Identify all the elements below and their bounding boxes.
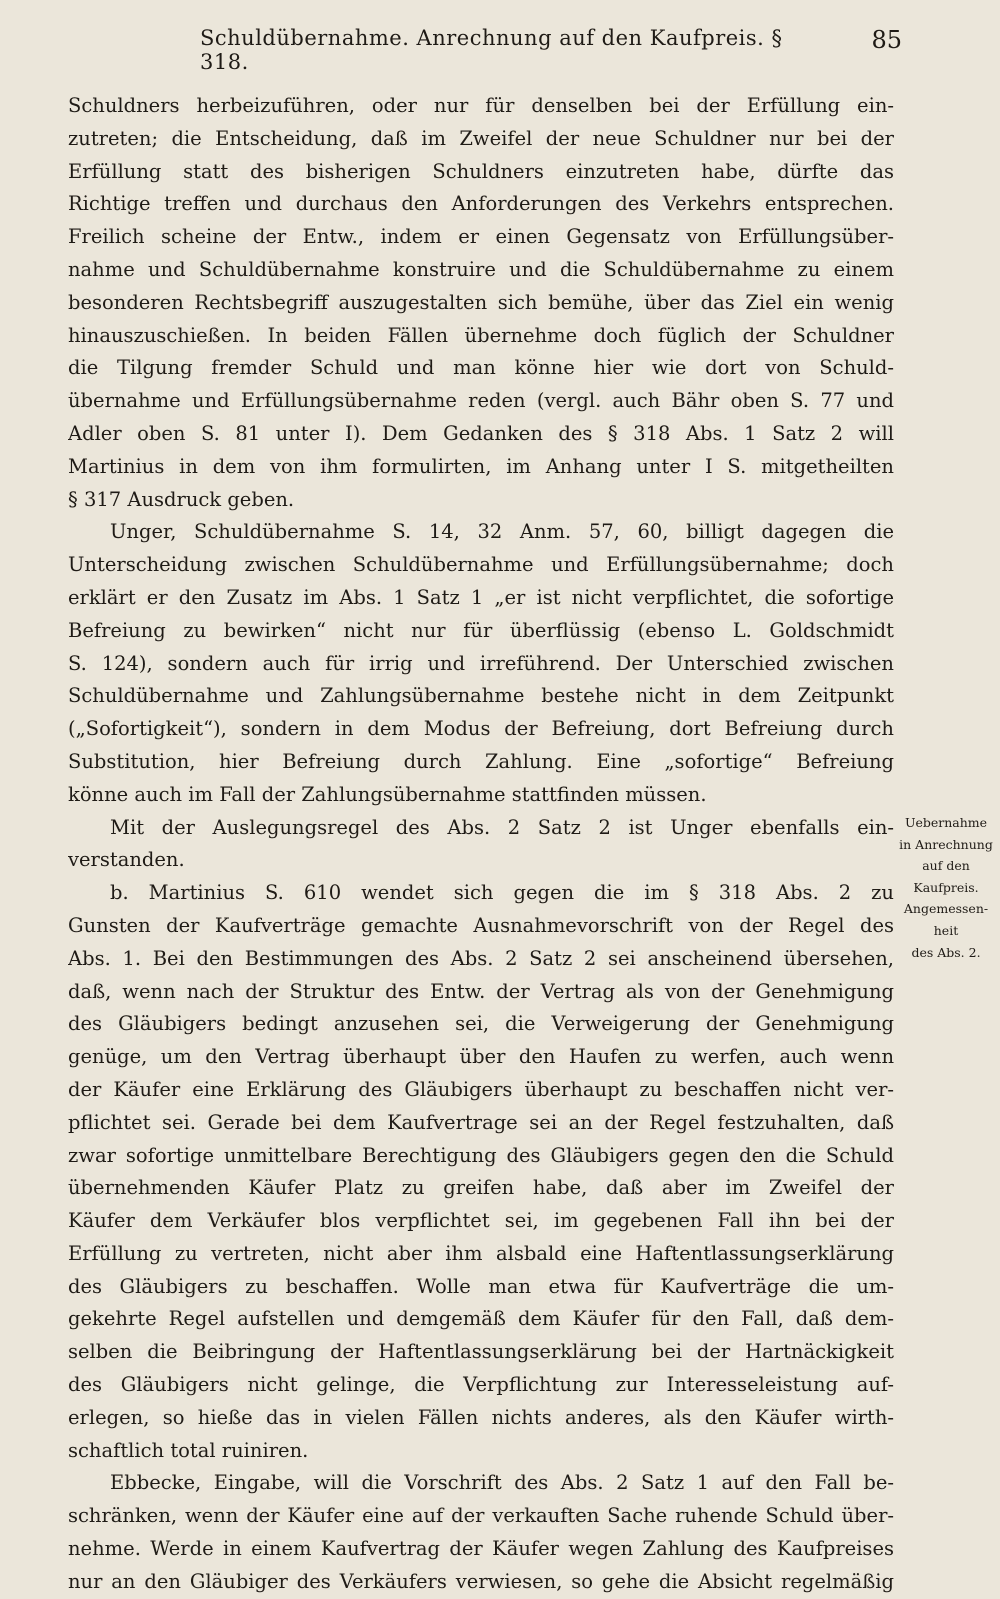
text-line: Unterscheidung zwischen Schuldübernahme und Erfüllungsübernahme; doch — [68, 553, 894, 577]
text-line: schaftlich total ruiniren. — [68, 1438, 309, 1462]
text-line: nur an den Gläubiger des Verkäufers verwiesen, so gehe die Absicht regelmäßig — [68, 1569, 894, 1593]
text-line: zwar sofortige unmittelbare Berechtigung des Gläubigers gegen den die Schuld — [68, 1143, 894, 1167]
text-line: („Sofortigkeit“), sondern in dem Modus der Befreiung, dort Befreiung durch — [68, 717, 894, 741]
running-title: Schuldübernahme. Anrechnung auf den Kaufpreis. § 318. — [200, 26, 783, 74]
text-line: des Gläubigers bedingt anzusehen sei, die Verweigerung der Genehmigung — [68, 1012, 894, 1036]
text-line: erklärt er den Zusatz im Abs. 1 Satz 1 „er ist nicht verpflichtet, die sofortige — [68, 585, 894, 609]
text-line: der Käufer eine Erklärung des Gläubigers überhaupt zu beschaffen nicht ver- — [68, 1077, 894, 1101]
text-line: Schuldübernahme und Zahlungsübernahme bestehe nicht in dem Zeitpunkt — [68, 684, 894, 708]
text-line: gekehrte Regel aufstellen und demgemäß dem Käufer für den Fall, daß dem- — [68, 1307, 894, 1331]
text-line: pflichtet sei. Gerade bei dem Kaufvertrage sei an der Regel festzuhalten, daß — [68, 1110, 894, 1134]
margin-note-line: heit — [933, 922, 959, 938]
page-number: 85 — [871, 26, 902, 54]
text-line: übernehmenden Käufer Platz zu greifen habe, daß aber im Zweifel der — [68, 1176, 894, 1200]
text-line: daß, wenn nach der Struktur des Entw. der Vertrag als von der Genehmigung — [68, 979, 894, 1003]
text-line: könne auch im Fall der Zahlungsübernahme stattfinden müssen. — [68, 782, 707, 806]
text-line: Unger, Schuldübernahme S. 14, 32 Anm. 57, 60, billigt dagegen die — [110, 520, 894, 544]
margin-note-line: auf den — [922, 858, 970, 874]
text-line: Käufer dem Verkäufer blos verpflichtet sei, im gegebenen Fall ihn bei der — [68, 1209, 894, 1233]
text-line: genüge, um den Vertrag überhaupt über den Haufen zu werfen, auch wenn — [68, 1045, 894, 1069]
text-line: nahme und Schuldübernahme konstruire und die Schuldübernahme zu einem — [68, 257, 894, 281]
text-line: Ebbecke, Eingabe, will die Vorschrift des Abs. 2 Satz 1 auf den Fall be- — [110, 1471, 894, 1495]
margin-note-line: in Anrechnung — [899, 836, 993, 852]
text-line: Substitution, hier Befreiung durch Zahlung. Eine „sofortige“ Befreiung — [68, 749, 894, 773]
running-head — [0, 26, 902, 74]
text-line: hinauszuschießen. In beiden Fällen übernehme doch füglich der Schuldner — [68, 323, 894, 347]
margin-note-line: Uebernahme — [904, 815, 988, 830]
text-line: selben die Beibringung der Haftentlassungserklärung bei der Hartnäckigkeit — [68, 1340, 894, 1364]
text-line: Befreiung zu bewirken“ nicht nur für überflüssig (ebenso L. Goldschmidt — [68, 618, 894, 642]
text-line: b. Martinius S. 610 wendet sich gegen die im § 318 Abs. 2 zu — [110, 881, 894, 905]
text-line: die Tilgung fremder Schuld und man könne hier wie dort von Schuld- — [68, 356, 894, 380]
text-line: § 317 Ausdruck geben. — [68, 487, 295, 511]
text-line: erlegen, so hieße das in vielen Fällen nichts anderes, als den Käufer wirth- — [68, 1405, 894, 1429]
text-line: besonderen Rechtsbegriff auszugestalten sich bemühe, über das Ziel ein wenig — [68, 290, 894, 314]
text-line: Erfüllung zu vertreten, nicht aber ihm alsbald eine Haftentlassungserklärung — [68, 1241, 894, 1265]
text-line: Abs. 1. Bei den Bestimmungen des Abs. 2 Satz 2 sei anscheinend übersehen, — [68, 946, 894, 970]
text-line: übernahme und Erfüllungsübernahme reden (vergl. auch Bähr oben S. 77 und — [68, 389, 894, 413]
text-line: nehme. Werde in einem Kaufvertrag der Käufer wegen Zahlung des Kaufpreises — [68, 1537, 894, 1561]
text-line: Martinius in dem von ihm formulirten, im Anhang unter I S. mitgetheilten — [68, 454, 894, 478]
text-line: Erfüllung statt des bisherigen Schuldners einzutreten habe, dürfte das — [68, 159, 894, 183]
body-text — [68, 90, 894, 1599]
text-line: Richtige treffen und durchaus den Anforderungen des Verkehrs entsprechen. — [68, 192, 894, 216]
text-line: schränken, wenn der Käufer eine auf der verkauften Sache ruhende Schuld über- — [68, 1504, 894, 1528]
text-line: Freilich scheine der Entw., indem er einen Gegensatz von Erfüllungsüber- — [68, 225, 894, 249]
text-line: verstanden. — [68, 848, 185, 872]
text-line: Mit der Auslegungsregel des Abs. 2 Satz 2 ist Unger ebenfalls ein- — [110, 815, 894, 839]
text-line: Adler oben S. 81 unter I). Dem Gedanken des § 318 Abs. 1 Satz 2 will — [68, 421, 894, 445]
text-line: zutreten; die Entscheidung, daß im Zweifel der neue Schuldner nur bei der — [68, 126, 894, 150]
text-line: Schuldners herbeizuführen, oder nur für denselben bei der Erfüllung ein- — [68, 94, 894, 117]
margin-note-line: Angemessen- — [903, 901, 989, 917]
text-line: Gunsten der Kaufverträge gemachte Ausnahmevorschrift von der Regel des — [68, 913, 894, 937]
text-line: S. 124), sondern auch für irrig und irreführend. Der Unterschied zwischen — [68, 651, 894, 675]
margin-note-line: des Abs. 2. — [911, 944, 981, 960]
text-line: des Gläubigers zu beschaffen. Wolle man etwa für Kaufverträge die um- — [68, 1274, 894, 1298]
text-line: des Gläubigers nicht gelinge, die Verpflichtung zur Interesseleistung auf- — [68, 1373, 894, 1397]
margin-note-line: Kaufpreis. — [913, 879, 979, 895]
margin-note — [896, 812, 996, 963]
